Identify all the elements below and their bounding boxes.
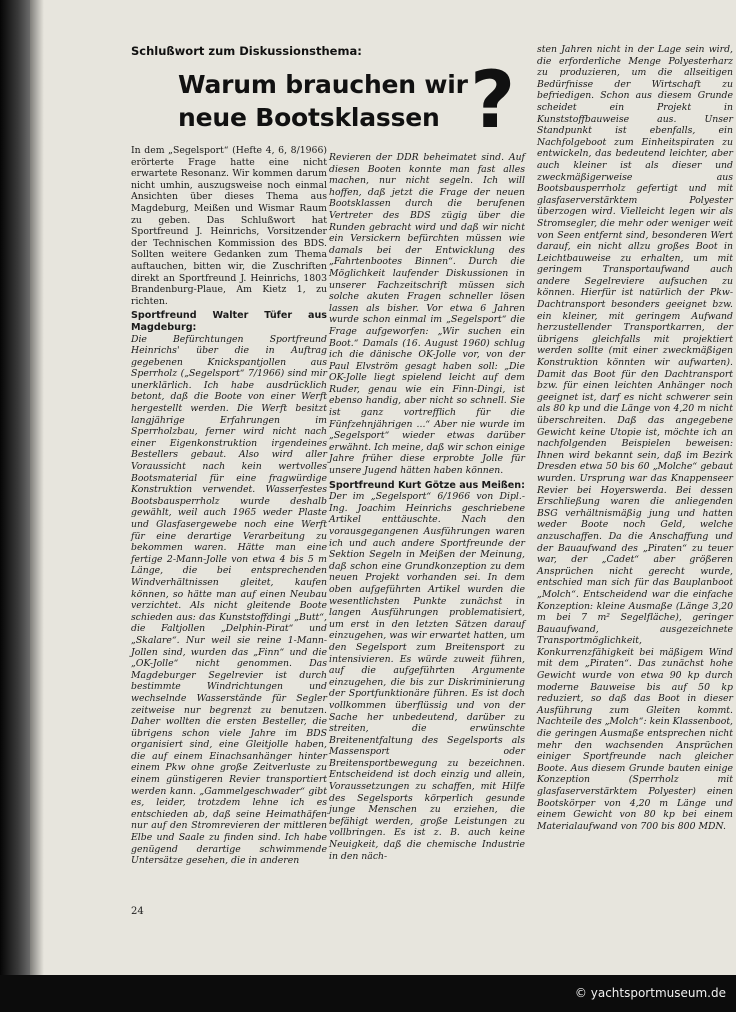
page-number: 24	[131, 906, 144, 917]
text-column-2	[329, 152, 525, 862]
headline-line-2: neue Bootsklassen	[178, 103, 440, 132]
text-column-3	[537, 44, 733, 832]
text-column-1	[131, 145, 327, 867]
section-heading-goetze: Sportfreund Kurt Götze aus Meißen:	[329, 479, 525, 491]
watermark-credit: © yachtsportmuseum.de	[574, 986, 726, 1000]
magazine-page	[30, 0, 736, 975]
headline-line-1: Warum brauchen wir	[178, 70, 468, 99]
question-mark-graphic: ?	[470, 56, 516, 146]
book-spine	[0, 0, 30, 1012]
body-paragraph: Die Befürchtungen Sportfreund Heinrichs' über die in Auftrag gegebenen Knickspantjollen aus Sperrholz („Segelsport“ 7/1966) sind mir unerklärlich. Ich habe ausdrücklich betont, daß die Boote von einer Werft hergestellt werden. Die Werft besitzt langjährige Erfahrungen im Sperrholzbau, ferner wird nicht nach einer Eigenkonstruktion irgendeines Bestellers gebaut. Also wird aller Voraussicht nach kein wertvolles Bootsmaterial für eine fragwürdige Konstruktion verwendet. Wasserfestes Bootsbausperrholz wurde deshalb gewählt, weil auch 1965 weder Plaste und Glasfasergewebe noch eine Werft für eine derartige Verarbeitung zu bekommen waren. Hätte man eine fertige 2-Mann-Jolle von etwa 4 bis 5 m Länge, die bei entsprechenden Windverhältnissen gleitet, kaufen können, so hätte man auf einen Neubau verzichtet. Als nicht gleitende Boote schieden aus: das Kunststoffdingi „Butt“, die Faltjollen „Delphin-Pirat“ und „Skalare“. Nur weil sie reine 1-Mann-Jollen sind, wurden das „Finn“ und die „OK-Jolle“ nicht genommen. Das Magdeburger Segelrevier ist durch bestimmte Windrichtungen und wechselnde Wasserstände für Segler zeitweise nur begrenzt zu benutzen. Daher wollten die ersten Besteller, die übrigens schon viele Jahre im BDS organisiert sind, eine Gleitjolle haben, die auf einem Einachsanhänger hinter einem Pkw ohne große Zeitverluste zu einem günstigeren Revier transportiert werden kann. „Gammelgeschwader“ gibt es, leider, trotzdem lehne ich es entschieden ab, daß seine Heimathäfen nur auf den Stromrevieren der mittleren Elbe und Saale zu finden sind. Ich habe genügend derartige schwimmende Untersätze gesehen, die in anderen	[131, 333, 327, 867]
section-kicker: Schlußwort zum Diskussionsthema:	[131, 44, 362, 58]
intro-paragraph: In dem „Segelsport“ (Hefte 4, 6, 8/1966) erörterte Frage hatte eine nicht erwartete Resonanz. Wir kommen darum nicht umhin, auszugsweise noch einmal Ansichten über dieses Thema aus Magdeburg, Meißen und Wismar Raum zu geben. Das Schlußwort hat Sportfreund J. Heinrichs, Vorsitzender der Technischen Kommission des BDS. Sollten weitere Gedanken zum Thema auftauchen, bitten wir, die Zuschriften direkt an Sportfreund J. Heinrichs, 1803 Brandenburg-Plaue, Am Kietz 1, zu richten.	[131, 145, 327, 307]
body-paragraph: Revieren der DDR beheimatet sind. Auf diesen Booten konnte man fast alles machen, nur nicht segeln. Ich will hoffen, daß jetzt die Frage der neuen Bootsklassen durch die berufenen Vertreter des BDS zügig über die Runden gebracht wird und daß wir nicht ein Versickern befürchten müssen wie damals bei der Entwicklung des „Fahrtenbootes Binnen“. Durch die Möglichkeit laufender Diskussionen in unserer Fachzeitschrift müssen sich solche akuten Fragen schneller lösen lassen als bisher. Vor etwa 6 Jahren wurde schon einmal im „Segelsport“ die Frage aufgeworfen: „Wir suchen ein Boot.“ Damals (16. August 1960) schlug ich die dänische OK-Jolle vor, von der Paul Elvström gesagt haben soll: „Die OK-Jolle liegt spielend leicht auf dem Ruder, genau wie ein Finn-Dingi, ist ebenso handig, aber nicht so schnell. Sie ist ganz vortrefflich für die Fünfzehnjährigen ...“ Aber nie wurde im „Segelsport“ wieder etwas darüber erwähnt. Ich meine, daß wir schon einige Jahre früher diese erprobte Jolle für unsere Jugend hätten haben können.	[329, 152, 525, 477]
gutter-shadow	[30, 0, 44, 975]
section-heading-tuefer: Sportfreund Walter Tüfer aus Magdeburg:	[131, 310, 327, 333]
body-paragraph: sten Jahren nicht in der Lage sein wird, die erforderliche Menge Polyesterharz zu produzieren, um die allseitigen Bedürfnisse der Wirtschaft zu befriedigen. Schon aus diesem Grunde scheidet ein Projekt in Kunststoffbauweise aus. Unser Standpunkt ist ebenfalls, ein Nachfolgeboot zum Einheitspiraten zu entwickeln, das bedeutend leichter, aber auch kleiner ist als dieser und zweckmäßigerweise aus Bootsbausperrholz gefertigt und mit glasfaserverstärktem Polyester überzogen wird. Vielleicht legen wir als Stromsegler, die mehr oder weniger weit von Seen entfernt sind, besonderen Wert darauf, ein nicht allzu großes Boot in Leichtbauweise zu erhalten, um mit geringem Transportaufwand auch andere Segelreviere aufsuchen zu können. Hierfür ist natürlich der Pkw-Dachtransport besonders geeignet bzw. ein kleiner, mit geringem Aufwand herzustellender Transportkarren, der übrigens gleichfalls mit projektiert werden sollte (mit einer zweckmäßigen Konstruktion könnten wir aufwarten). Damit das Boot für den Dachtransport bzw. für einen leichten Anhänger noch geeignet ist, darf es nicht schwerer sein als 80 kp und die Länge von 4,20 m nicht überschreiten. Daß das angegebene Gewicht keine Utopie ist, möchte ich an nachfolgenden Beispielen beweisen: Ihnen wird bekannt sein, daß im Bezirk Dresden etwa 50 bis 60 „Molche“ gebaut wurden. Ursprung war das Knappenseer Revier bei Hoyerswerda. Bei dessen Erschließung waren die anliegenden BSG verhältnismäßig jung und hatten weder Boote noch Geld, welche anzuschaffen. Da die Anschaffung und der Bauaufwand des „Piraten“ zu teuer war, der „Cadet“ aber größeren Ansprüchen nicht gerecht wurde, entschied man sich für das Bauplanboot „Molch“. Entscheidend war die einfache Konzeption: kleine Ausmaße (Länge 3,20 m bei 7 m² Segelfläche), geringer Bauaufwand, ausgezeichnete Transportmöglichkeit, Konkurrenzfähigkeit bei mäßigem Wind mit dem „Piraten“. Das zunächst hohe Gewicht wurde von etwa 90 kp durch moderne Bauweise bis auf 50 kp reduziert, so daß das Boot in dieser Ausführung zum Gleiten kommt. Nachteile des „Molch“: kein Klassenboot, die geringen Ausmaße entsprechen nicht mehr den wachsenden Ansprüchen einiger Sportfreunde nach gleicher Boote. Aus diesem Grunde bauten einige Konzeption (Sperrholz mit glasfaserverstärktem Polyester) einen Bootskörper von 4,20 m Länge und einem Gewicht von 80 kp bei einem Materialaufwand von 700 bis 800 MDN.	[537, 44, 734, 832]
body-paragraph: Der im „Segelsport“ 6/1966 von Dipl.-Ing. Joachim Heinrichs geschriebene Artikel enttäuschte. Nach den vorausgegangenen Ausführungen waren ich und auch andere Sportfreunde der Sektion Segeln in Meißen der Meinung, daß schon eine Grundkonzeption zu dem neuen Projekt vorhanden sei. In dem oben aufgeführten Artikel wurden die wesentlichsten Punkte zunächst in langen Ausführungen problematisiert, um erst in den letzten Sätzen darauf einzugehen, was wir erwartet hatten, um den Segelsport zum Breitensport zu intensivieren. Es würde zuweit führen, auf die aufgeführten Argumente einzugehen, die bis zur Diskriminierung der Sportfunktionäre führen. Es ist doch vollkommen überflüssig und von der Sache her unbedeutend, darüber zu streiten, die erwünschte Breitenentfaltung des Segelsports als Massensport oder Breitensportbewegung zu bezeichnen. Entscheidend ist doch einzig und allein, Voraussetzungen zu schaffen, mit Hilfe des Segelsports körperlich gesunde junge Menschen zu erziehen, die befähigt werden, große Leistungen zu vollbringen. Es ist z. B. auch keine Neuigkeit, daß die chemische Industrie in den näch-	[329, 491, 525, 862]
article-headline	[178, 68, 518, 134]
